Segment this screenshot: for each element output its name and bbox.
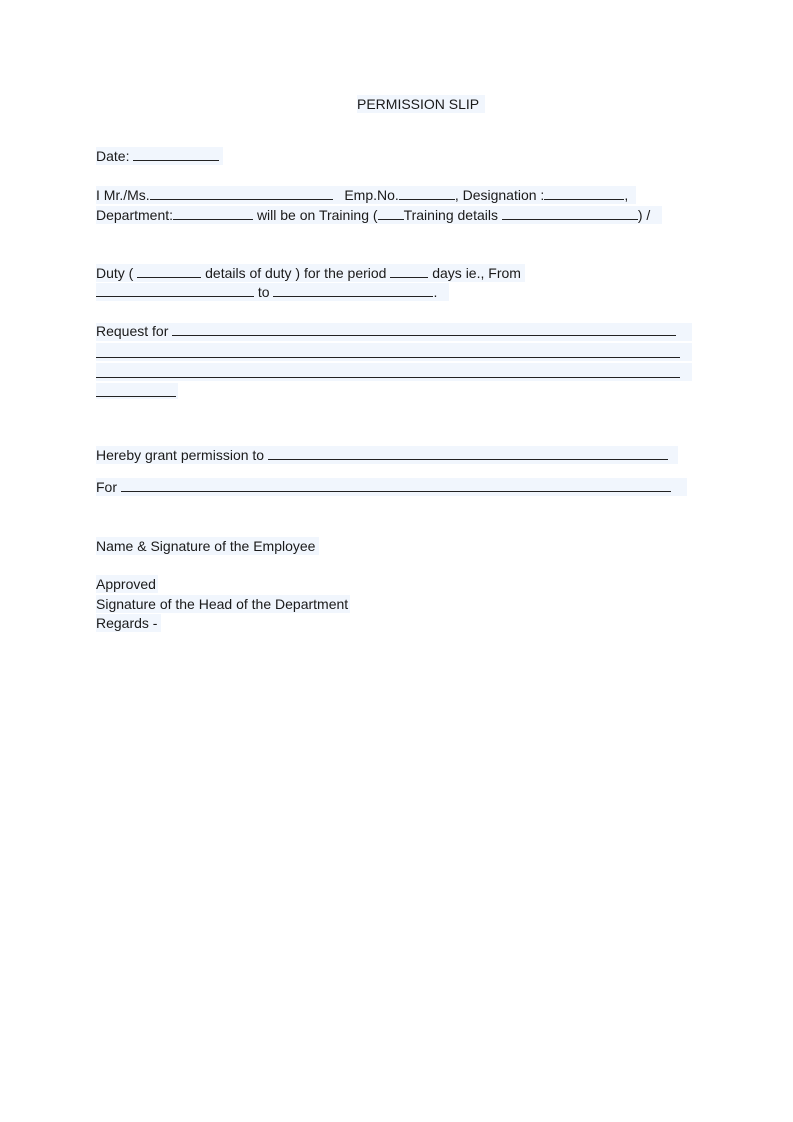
- duty-blank[interactable]: [137, 265, 201, 278]
- training-label: will be on Training (: [256, 207, 378, 223]
- duty-line: [96, 264, 525, 282]
- title-text: PERMISSION SLIP: [357, 96, 480, 112]
- regards: [96, 614, 161, 632]
- for-label: For: [96, 479, 117, 495]
- line2-end: ) /: [637, 207, 651, 223]
- period-label: details of duty ) for the period: [205, 265, 387, 281]
- training-details-label: Training details: [403, 207, 498, 223]
- designation-label: , Designation :: [454, 187, 545, 203]
- employee-signature-label: Name & Signature of the Employee: [96, 538, 316, 554]
- emp-no-label: Emp.No.: [344, 187, 399, 203]
- line1-comma: ,: [624, 187, 629, 203]
- hod-signature-label: Signature of the Head of the Department: [96, 596, 349, 612]
- for-blank[interactable]: [121, 479, 671, 492]
- request-blank-4[interactable]: [96, 388, 176, 397]
- employee-signature: [96, 537, 319, 555]
- for-row: [96, 478, 687, 496]
- hod-signature: [96, 595, 350, 613]
- request-blank-3[interactable]: [96, 369, 680, 378]
- request-blank-2[interactable]: [96, 349, 680, 358]
- to-date-blank[interactable]: [273, 284, 433, 297]
- department-line: [96, 206, 662, 224]
- grant-row: [96, 446, 678, 464]
- name-label: I Mr./Ms.: [96, 187, 150, 203]
- department-label: Department:: [96, 207, 174, 223]
- grant-label: Hereby grant permission to: [96, 447, 265, 463]
- request-row: [96, 322, 676, 340]
- days-blank[interactable]: [390, 265, 428, 278]
- date-label: Date:: [96, 148, 130, 164]
- regards-label: Regards -: [96, 615, 158, 631]
- request-label: Request for: [96, 323, 169, 339]
- grant-blank[interactable]: [268, 447, 668, 460]
- employee-line: [96, 186, 636, 204]
- training-details-blank[interactable]: [502, 207, 638, 220]
- name-blank[interactable]: [150, 187, 333, 200]
- days-from-label: days ie., From: [432, 265, 521, 281]
- date-row: [96, 147, 223, 165]
- line4-period: .: [433, 284, 438, 300]
- request-blank-1[interactable]: [172, 323, 676, 336]
- date-blank[interactable]: [133, 148, 219, 161]
- department-blank[interactable]: [173, 207, 253, 220]
- period-dates-line: [96, 283, 449, 301]
- training-blank[interactable]: [378, 207, 404, 220]
- designation-blank[interactable]: [544, 187, 624, 200]
- approved: [96, 575, 158, 593]
- page-title: [357, 95, 485, 113]
- emp-no-blank[interactable]: [399, 187, 455, 200]
- from-date-blank[interactable]: [96, 284, 254, 297]
- approved-label: Approved: [96, 576, 156, 592]
- duty-label: Duty (: [96, 265, 134, 281]
- to-label: to: [257, 284, 270, 300]
